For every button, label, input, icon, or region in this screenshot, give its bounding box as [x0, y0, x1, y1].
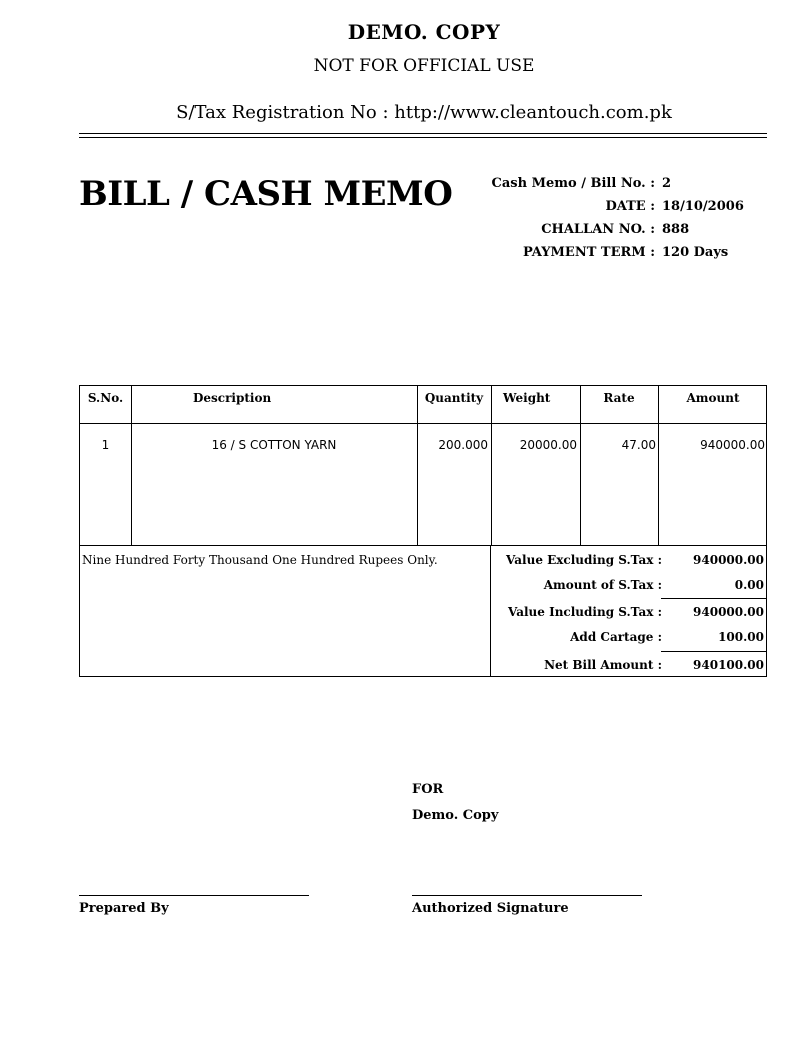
- authorized-signature-line: [412, 895, 642, 896]
- totals-separator: [661, 598, 767, 599]
- company-name: Demo. Copy: [412, 808, 499, 823]
- sales-tax-value: 0.00: [734, 578, 764, 592]
- col-divider: [131, 386, 132, 545]
- row-rate: 47.00: [621, 438, 656, 452]
- column-header-amount: Amount: [686, 391, 740, 405]
- document-title: BILL / CASH MEMO: [79, 174, 453, 214]
- payment-term-label: PAYMENT TERM :: [522, 245, 655, 260]
- sales-tax-label: Amount of S.Tax :: [543, 578, 662, 592]
- date-label: DATE :: [605, 199, 655, 214]
- value-incl-tax-label: Value Including S.Tax :: [508, 605, 662, 619]
- net-bill-value: 940100.00: [693, 658, 764, 672]
- items-table: [79, 385, 767, 546]
- column-header-weight: Weight: [503, 391, 551, 405]
- row-description: 16 / S COTTON YARN: [211, 438, 337, 452]
- prepared-by-line: [79, 895, 309, 896]
- cartage-label: Add Cartage :: [570, 630, 662, 644]
- header-divider-bottom: [79, 137, 767, 138]
- col-divider: [417, 386, 418, 545]
- for-label: FOR: [412, 782, 444, 797]
- date-value: 18/10/2006: [662, 199, 744, 214]
- challan-label: CHALLAN NO. :: [541, 222, 655, 237]
- prepared-by-label: Prepared By: [79, 901, 169, 916]
- authorized-signature-label: Authorized Signature: [412, 901, 569, 916]
- cartage-value: 100.00: [718, 630, 764, 644]
- not-official-notice: NOT FOR OFFICIAL USE: [313, 56, 535, 76]
- row-weight: 20000.00: [519, 438, 577, 452]
- bill-no-label: Cash Memo / Bill No. :: [491, 176, 655, 191]
- payment-term-value: 120 Days: [662, 245, 729, 260]
- col-divider: [491, 386, 492, 545]
- value-excl-tax-label: Value Excluding S.Tax :: [506, 553, 662, 567]
- column-header-sno: S.No.: [87, 391, 124, 405]
- net-bill-label: Net Bill Amount :: [544, 658, 662, 672]
- challan-value: 888: [662, 222, 690, 237]
- col-divider: [580, 386, 581, 545]
- column-header-description: Description: [193, 391, 272, 405]
- col-divider: [658, 386, 659, 545]
- bill-no-value: 2: [662, 176, 672, 191]
- column-header-rate: Rate: [603, 391, 635, 405]
- amount-in-words: Nine Hundred Forty Thousand One Hundred Rupees Only.: [82, 553, 438, 567]
- demo-copy-heading: DEMO. COPY: [347, 20, 501, 44]
- header-divider-top: [79, 133, 767, 134]
- column-header-quantity: Quantity: [424, 391, 484, 405]
- totals-separator: [661, 651, 767, 652]
- row-quantity: 200.000: [438, 438, 488, 452]
- row-sno: 1: [101, 438, 110, 452]
- header-row-divider: [80, 423, 766, 424]
- row-amount: 940000.00: [700, 438, 765, 452]
- totals-box: [79, 545, 767, 677]
- value-excl-tax-value: 940000.00: [693, 553, 764, 567]
- stax-registration: S/Tax Registration No : http://www.cleantouch.com.pk: [176, 102, 672, 123]
- value-incl-tax-value: 940000.00: [693, 605, 764, 619]
